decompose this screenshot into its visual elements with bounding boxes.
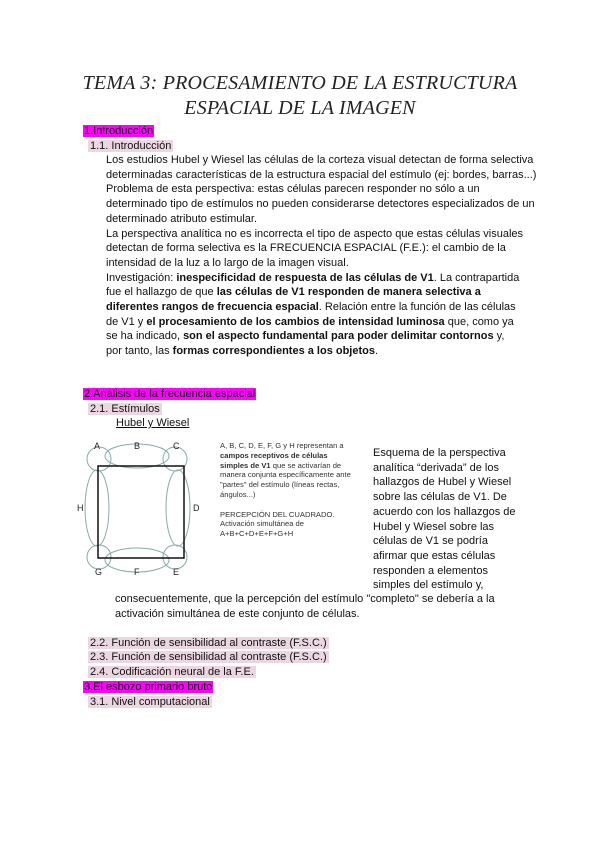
text: . (375, 345, 379, 358)
text: detectan de forma selectiva es la FRECUENCIA ESPACIAL (F.E.): el cambio de la (106, 242, 506, 255)
text-line (373, 564, 488, 578)
text: hallazgos de Hubel y Wiesel (373, 476, 512, 489)
text: por tanto, las (106, 345, 173, 358)
bold-text: campos receptivos de células (220, 450, 328, 460)
heading-2-1: 2.1. Estímulos (90, 403, 160, 415)
heading-2-3: 2.3. Función de sensibilidad al contraste (F.S.C.) (90, 651, 327, 663)
text: consecuentemente, que la percepción del estímulo "completo" se debería a la (115, 593, 495, 605)
bold-text: son el aspecto fundamental para poder delimitar contornos (183, 330, 494, 343)
label-c: C (173, 441, 180, 451)
text-line (373, 446, 506, 460)
text: ángulos...) (220, 490, 256, 499)
bold-text: simples de V1 (220, 460, 271, 470)
text-line (220, 441, 344, 451)
label-a: A (94, 441, 101, 451)
text-line (106, 153, 533, 167)
text: Los estudios Hubel y Wiesel las células de la corteza visual detectan de forma selectiva (106, 154, 534, 166)
label-e: E (173, 567, 180, 577)
text: y, (493, 330, 505, 343)
text: determinadas características de la estructura espacial del estímulo (ej: bordes, barras...) (106, 168, 537, 181)
text: se ha indicado, (106, 330, 184, 343)
heading-1-1: 1.1. Introducción (90, 140, 172, 152)
text-line (106, 271, 519, 285)
heading-2: 2.Análisis de la frecuencia espacial (84, 388, 256, 400)
text-line (373, 534, 488, 548)
text: La perspectiva analítica no es incorrecta el tipo de aspecto que estas células visuales (106, 227, 524, 240)
text: determinado atributo estimular. (106, 212, 258, 225)
text-line (106, 256, 349, 270)
text: Esquema de la perspectiva (373, 447, 506, 459)
text: de V1 y (106, 315, 147, 328)
heading-3: 3.El esbozo primario bruto (84, 681, 213, 693)
label-f: F (134, 567, 140, 577)
label-h: H (77, 503, 84, 513)
text: activación simultánea de este conjunto de células. (115, 608, 360, 620)
doc-title-line-2: ESPACIAL DE LA IMAGEN (184, 97, 416, 119)
text: fue el hallazgo de que (106, 286, 217, 299)
text-line (106, 197, 535, 211)
text: . La contrapartida (433, 271, 520, 284)
text: intensidad de la luz a lo largo de la imagen visual. (106, 256, 349, 269)
text: responden a elementos (373, 564, 488, 577)
text-line (106, 241, 506, 255)
text-line (106, 300, 516, 314)
bold-text: las células de V1 responden de manera selectiva a (216, 286, 481, 299)
text-line (106, 315, 514, 329)
text-line (373, 490, 507, 504)
heading-1: 1.Introducción (84, 125, 154, 137)
text: determinado tipo de estímulos no pueden considerarse detectores especializados de un (106, 198, 535, 211)
text-line (373, 520, 494, 534)
label-b: B (134, 441, 141, 451)
text-line (373, 475, 511, 489)
text-line (106, 182, 480, 196)
text: A, B, C, D, E, F, G y H representan a (220, 441, 344, 450)
text: acuerdo con los hallazgos de (373, 505, 516, 518)
text-line (106, 227, 523, 241)
bold-text: formas correspondientes a los objetos (172, 345, 375, 358)
text: . Relación entre la función de las células (318, 301, 516, 313)
text-line (373, 505, 515, 519)
text: afirmar que estas células (373, 549, 496, 562)
text: PERCEPCIÓN DEL CUADRADO. (220, 509, 335, 519)
text-line (115, 592, 495, 606)
text-line (220, 490, 255, 500)
text-line (220, 529, 293, 539)
text-line (220, 451, 328, 461)
text-line (373, 549, 495, 563)
text: analítica “derivada” de los (373, 461, 499, 474)
text: manera conjunta específicamente ante (220, 470, 351, 480)
text-line (220, 480, 339, 490)
text-line (106, 285, 481, 299)
text: simples del estímulo y, (373, 579, 484, 592)
text: que, como ya (444, 315, 514, 328)
text-line (106, 329, 504, 343)
heading-2-4: 2.4. Codificación neural de la F.E. (90, 666, 254, 678)
text: "partes" del estímulo (líneas rectas, (220, 480, 340, 490)
text-line (373, 578, 483, 592)
label-d: D (193, 503, 200, 513)
text-line (115, 607, 360, 621)
doc-title-line-1: TEMA 3: PROCESAMIENTO DE LA ESTRUCTURA (82, 72, 518, 94)
text: que se activarían de (270, 460, 342, 470)
text-line (220, 461, 341, 471)
text-line (220, 470, 351, 480)
bold-text: diferentes rangos de frecuencia espacial (106, 301, 319, 313)
text: Investigación: (106, 271, 177, 284)
text: Hubel y Wiesel sobre las (373, 520, 495, 533)
heading-3-1: 3.1. Nivel computacional (90, 696, 210, 708)
subheading-hubel-wiesel: Hubel y Wiesel (116, 417, 190, 429)
text-line (106, 168, 536, 182)
text-line (220, 510, 335, 520)
text: Activación simultánea de (220, 519, 304, 529)
heading-2-2: 2.2. Función de sensibilidad al contraste (F.S.C.) (90, 637, 327, 649)
text-line (220, 519, 304, 529)
text: Problema de esta perspectiva: estas células parecen responder no sólo a un (106, 183, 480, 196)
bold-text: el procesamiento de los cambios de intensidad luminosa (146, 315, 445, 328)
text: A+B+C+D+E+F+G+H (220, 529, 294, 539)
text-line (373, 461, 499, 475)
text-line (106, 212, 257, 226)
text: células de V1 se podría (373, 535, 488, 548)
bold-text: inespecificidad de respuesta de las células de V1 (176, 271, 434, 284)
text-line (106, 344, 378, 358)
label-g: G (95, 567, 103, 577)
text: sobre las células de V1. De (373, 491, 507, 504)
